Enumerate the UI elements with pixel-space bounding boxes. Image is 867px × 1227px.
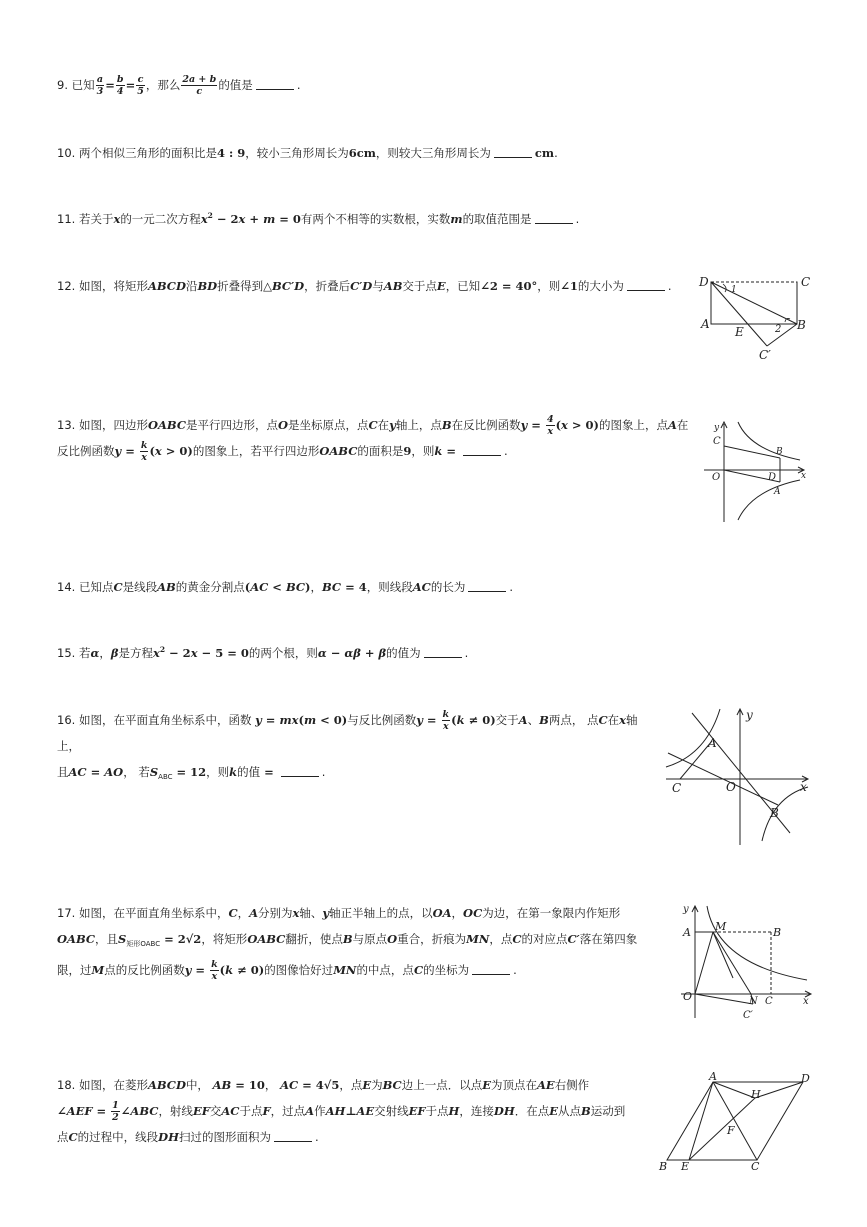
label-B: B [770, 806, 779, 820]
label-angle-1: 1 [731, 285, 737, 295]
answer-blank[interactable] [494, 145, 532, 158]
answer-blank[interactable] [463, 443, 501, 456]
label-x: x [801, 471, 807, 481]
figure-q16 [662, 705, 812, 847]
answer-blank[interactable] [281, 764, 319, 777]
answer-blank[interactable] [424, 645, 462, 658]
label-C: C [713, 436, 721, 447]
label-O: O [683, 990, 693, 1003]
question-number: 14. [57, 580, 76, 594]
label-C-prime: C′ [743, 1010, 753, 1021]
question-14: 14. 已知点C是线段AB的黄金分割点(AC < BC)，BC = 4，则线段AC的长为 . [57, 580, 513, 594]
question-number: 13. [57, 418, 76, 432]
label-A: A [709, 1070, 717, 1083]
label-y: y [683, 904, 689, 915]
label-E: E [735, 325, 744, 339]
question-18: 18. 如图，在菱形ABCD中， AB = 10， AC = 4√5，点E为BC边上一点．以点E为顶点在AE右侧作 ∠AEF = $\frac{1}{2}$ ∠ABC，射线EF交AC于点F，过点A作AH⊥AE交射线EF于点H，连接DH．在点E从点B运动到 点C的过程中，线段DH扫过的图形面积为 . [57, 1078, 626, 1144]
label-B: B [776, 447, 783, 457]
label-y: y [746, 708, 753, 722]
label-C: C [751, 1160, 760, 1173]
question-11: 11. 若关于x的一元二次方程$x^2 - 2x + m = 0$有两个不相等的实数根，实数m的取值范围是 . [57, 211, 580, 226]
label-C: C [801, 275, 811, 289]
label-E: E [681, 1160, 690, 1173]
label-M: M [715, 920, 727, 933]
question-number: 18. [57, 1078, 76, 1092]
answer-blank[interactable] [627, 278, 665, 291]
answer-blank[interactable] [274, 1129, 312, 1142]
label-O: O [712, 472, 721, 483]
figure-q18 [655, 1070, 815, 1174]
question-17: 17. 如图，在平面直角坐标系中，C，A分别为x轴、y轴正半轴上的点，以OA，OC为边，在第一象限内作矩形 OABC，且$S_{矩形OABC} = 2√2$，将矩形OABC翻折，使点B与原点O重合，折痕为MN，点C的对应点C′落在第四象 限，过M点的反比例函数y = $\frac{k}{x}$ (k ≠ 0)的图像恰好过MN的中点，点C的坐标为 . [57, 906, 638, 982]
label-H: H [751, 1088, 761, 1101]
label-angle-2: 2 [775, 324, 782, 335]
label-C: C [672, 781, 682, 795]
label-D: D [768, 472, 777, 483]
label-B: B [797, 318, 806, 332]
label-C-prime: C′ [759, 348, 771, 362]
question-9: 9. 已知 $\frac{a}{3}$ = $\frac{b}{4}$ = $\frac{c}{5}$ ，那么 $\frac{2a + b}{c}$ 的值是 . [57, 74, 301, 97]
label-B: B [659, 1160, 668, 1173]
question-number: 16. [57, 713, 76, 727]
label-F: F [727, 1124, 735, 1137]
answer-blank[interactable] [472, 962, 510, 975]
label-y: y [714, 423, 720, 433]
question-13: 13. 如图，四边形OABC是平行四边形，点O是坐标原点，点C在y轴上，点B在反比例函数y = $\frac{4}{x}$ (x > 0)的图象上，点A在 反比例函数y = $\frac{k}{x}$ (x > 0)的图象上，若平行四边形OABC的面积是9，则k = . [57, 414, 689, 463]
answer-blank[interactable] [256, 77, 294, 90]
question-number: 9. [57, 78, 68, 92]
question-number: 10. [57, 146, 76, 160]
question-number: 17. [57, 906, 76, 920]
answer-blank[interactable] [535, 211, 573, 224]
label-C: C [765, 996, 773, 1007]
label-A: A [774, 487, 781, 497]
label-x: x [803, 996, 809, 1007]
question-16: 16. 如图，在平面直角坐标系中，函数 y = mx(m < 0)与反比例函数y = $\frac{k}{x}$ (k ≠ 0)交于A、B两点， 点C在x轴上， 且AC = AO， 若$S_{ABC} = 12$，则k的值 = . [57, 709, 638, 781]
question-15: 15. 若α，β是方程$x^2 - 2x - 5 = 0$的两个根，则α − αβ + β的值为 . [57, 645, 469, 660]
label-D: D [801, 1072, 810, 1085]
figure-q17 [677, 900, 817, 1022]
question-number: 12. [57, 279, 76, 293]
figure-q12 [695, 270, 815, 370]
question-number: 11. [57, 212, 76, 226]
question-12: 12. 如图，将矩形ABCD沿BD折叠得到△BC′D，折叠后C′D与AB交于点E，已知∠2 = 40°，则∠1的大小为 . [57, 279, 672, 293]
label-x: x [800, 780, 807, 794]
question-10: 10. 两个相似三角形的面积比是4 : 9，较小三角形周长为6cm，则较大三角形周长为 cm. [57, 146, 558, 160]
label-D: D [699, 275, 709, 289]
answer-blank[interactable] [468, 579, 506, 592]
label-A: A [683, 926, 691, 939]
label-O: O [726, 780, 736, 794]
figure-q13 [700, 418, 815, 526]
label-A: A [708, 736, 717, 750]
label-B: B [773, 926, 782, 939]
question-number: 15. [57, 646, 76, 660]
label-A: A [701, 317, 710, 331]
label-N: N [749, 996, 758, 1007]
